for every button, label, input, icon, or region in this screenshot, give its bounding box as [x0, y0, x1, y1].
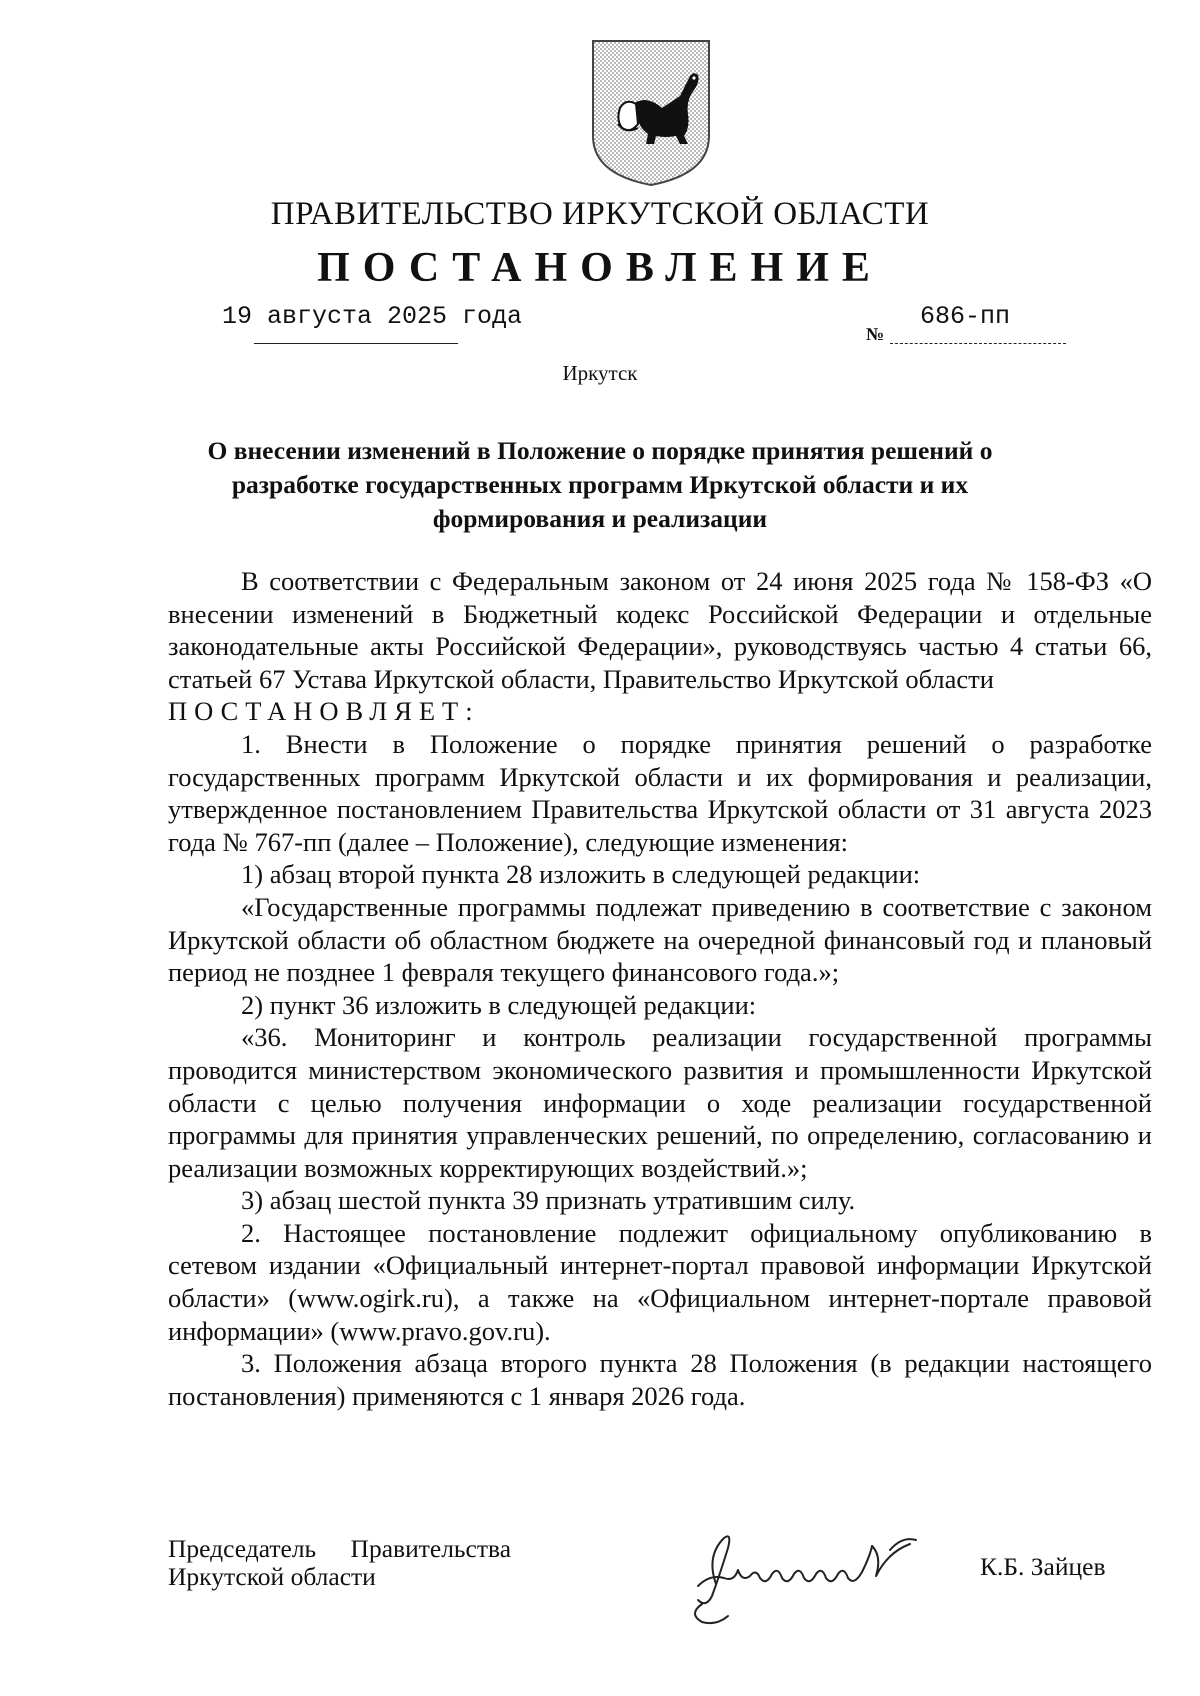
signer-position	[168, 1535, 511, 1591]
preamble-paragraph: В соответствии с Федеральным законом от 24 июня 2025 года № 158-ФЗ «О внесении изменений в Бюджетный кодекс Российской Федерации и отдельные законодательные акты Российской Федерации», руководствуясь частью 4 статьи 66, статьей 67 Устава Иркутской области, Правительство Иркутской области	[168, 566, 1152, 694]
document-date: 19 августа 2025 года	[222, 302, 523, 331]
title-line: О внесении изменений в Положение о порядке принятия решений о	[207, 436, 993, 465]
item-1-3-paragraph: 3) абзац шестой пункта 39 признать утратившим силу.	[241, 1185, 856, 1216]
item-1-2-quote: «36. Мониторинг и контроль реализации государственной программы проводится министерством экономического развития и промышленности Иркутской области с целью получения информации о ходе реализации государственной программы для принятия управленческих решений, по определению, согласованию и реализации возможных корректирующих воздействий.»;	[168, 1022, 1152, 1183]
signer-position-line: Председатель Правительства	[168, 1534, 512, 1563]
number-sign: №	[866, 324, 885, 344]
item-1-1-paragraph: 1) абзац второй пункта 28 изложить в следующей редакции:	[241, 859, 921, 890]
date-underline	[254, 343, 458, 344]
item-1-1-quote: «Государственные программы подлежат приведению в соответствие с законом Иркутской области об областном бюджете на очередной финансовый год и плановый период не позднее 1 февраля текущего финансового года.»;	[168, 891, 1152, 988]
document-body	[168, 565, 1152, 1412]
document-title	[200, 434, 1000, 536]
item-3-paragraph: 3. Положения абзаца второго пункта 28 Положения (в редакции настоящего постановления) применяются с 1 января 2026 года.	[168, 1348, 1152, 1411]
item-2-paragraph: 2. Настоящее постановление подлежит официальному опубликованию в сетевом издании «Официальный интернет-портал правовой информации Иркутской области» (www.ogirk.ru), а также на «Официальном интернет-портале правовой информации» (www.pravo.gov.ru).	[168, 1217, 1152, 1346]
resolves-heading: ПОСТАНОВЛЯЕТ:	[168, 696, 480, 727]
item-1-paragraph: 1. Внести в Положение о порядке принятия решений о разработке государственных программ Иркутской области и их формирования и реализации, утвержденное постановлением Правительства Иркутской области от 31 августа 2023 года № 767-пп (далее – Положение), следующие изменения:	[168, 728, 1152, 857]
item-1-2-paragraph: 2) пункт 36 изложить в следующей редакции:	[241, 989, 757, 1020]
handwritten-signature-icon	[676, 1526, 946, 1626]
document-city: Иркутск	[562, 361, 638, 385]
document-kind: ПОСТАНОВЛЕНИЕ	[317, 245, 883, 291]
title-line: формирования и реализации	[432, 504, 768, 533]
signer-name: К.Б. Зайцев	[980, 1552, 1106, 1581]
signer-position-line: Иркутской области	[168, 1562, 376, 1591]
irkutsk-coat-of-arms-icon	[590, 38, 712, 188]
number-underline	[890, 343, 1066, 344]
document-number: 686-пп	[920, 302, 1011, 331]
government-name: ПРАВИТЕЛЬСТВО ИРКУТСКОЙ ОБЛАСТИ	[270, 196, 930, 232]
title-line: разработке государственных программ Иркутской области и их	[231, 470, 969, 499]
